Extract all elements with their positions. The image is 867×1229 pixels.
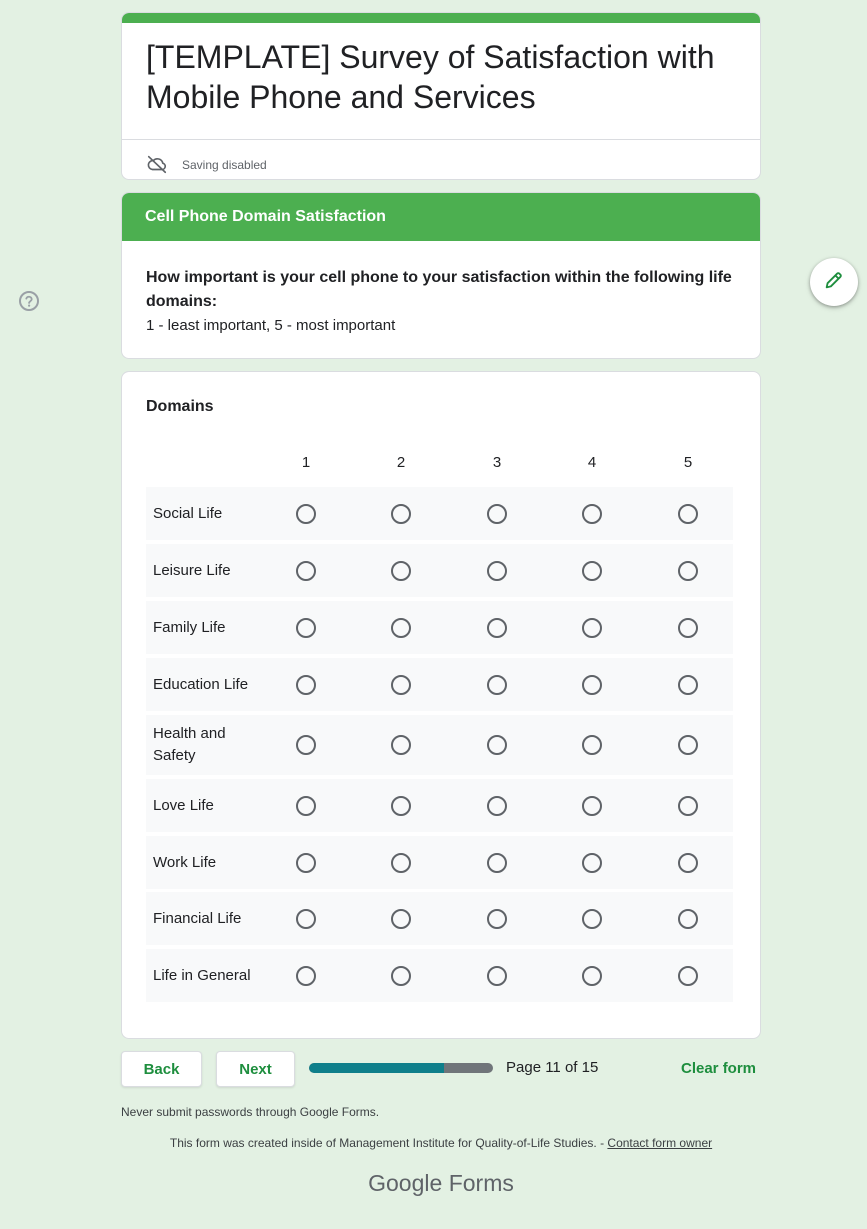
section-question: How important is your cell phone to your satisfaction within the following life domains: bbox=[146, 269, 732, 310]
radio-button[interactable] bbox=[582, 796, 602, 816]
grid-title: Domains bbox=[146, 398, 214, 415]
radio-button[interactable] bbox=[296, 966, 316, 986]
saving-status bbox=[122, 140, 760, 180]
grid-row bbox=[146, 658, 733, 711]
radio-button[interactable] bbox=[487, 504, 507, 524]
section-description bbox=[122, 241, 760, 338]
section-title: Cell Phone Domain Satisfaction bbox=[122, 193, 760, 241]
radio-button[interactable] bbox=[391, 618, 411, 638]
radio-button[interactable] bbox=[391, 675, 411, 695]
radio-button[interactable] bbox=[678, 618, 698, 638]
radio-button[interactable] bbox=[296, 561, 316, 581]
radio-button[interactable] bbox=[678, 796, 698, 816]
cloud-off-icon bbox=[146, 153, 182, 178]
progress-bar bbox=[309, 1063, 493, 1073]
row-label: Family Life bbox=[153, 618, 226, 636]
radio-button[interactable] bbox=[391, 735, 411, 755]
form-title: [TEMPLATE] Survey of Satisfaction with Mobile Phone and Services bbox=[146, 39, 715, 115]
grid-row bbox=[146, 601, 733, 654]
row-label: Social Life bbox=[153, 504, 223, 522]
scale-note: 1 - least important, 5 - most important bbox=[146, 317, 396, 334]
radio-button[interactable] bbox=[582, 853, 602, 873]
page-indicator: Page 11 of 15 bbox=[506, 1059, 599, 1076]
clear-form-button[interactable]: Clear form bbox=[681, 1060, 757, 1077]
radio-button[interactable] bbox=[582, 966, 602, 986]
column-header: 2 bbox=[396, 454, 406, 471]
row-label: Education Life bbox=[153, 675, 249, 693]
radio-button[interactable] bbox=[582, 504, 602, 524]
next-button[interactable]: Next bbox=[216, 1051, 295, 1087]
accent-bar bbox=[122, 13, 760, 23]
help-icon[interactable] bbox=[18, 290, 40, 317]
footer-note bbox=[0, 1136, 867, 1150]
pencil-icon bbox=[823, 269, 845, 296]
logo-google: Google bbox=[368, 1170, 443, 1196]
grid-question-card bbox=[121, 371, 761, 1039]
radio-button[interactable] bbox=[296, 675, 316, 695]
edit-button[interactable] bbox=[810, 258, 858, 306]
radio-button[interactable] bbox=[582, 909, 602, 929]
radio-button[interactable] bbox=[391, 909, 411, 929]
radio-button[interactable] bbox=[296, 909, 316, 929]
radio-button[interactable] bbox=[582, 618, 602, 638]
radio-button[interactable] bbox=[391, 504, 411, 524]
grid-row bbox=[146, 779, 733, 832]
radio-button[interactable] bbox=[391, 966, 411, 986]
section-card bbox=[121, 192, 761, 359]
radio-button[interactable] bbox=[678, 966, 698, 986]
radio-button[interactable] bbox=[391, 853, 411, 873]
radio-button[interactable] bbox=[296, 618, 316, 638]
radio-button[interactable] bbox=[487, 853, 507, 873]
radio-button[interactable] bbox=[582, 735, 602, 755]
password-warning: Never submit passwords through Google Forms. bbox=[121, 1105, 380, 1119]
row-label: Health and Safety bbox=[153, 725, 226, 764]
footer-text: This form was created inside of Management Institute for Quality-of-Life Studies. - bbox=[169, 1136, 608, 1150]
radio-button[interactable] bbox=[487, 618, 507, 638]
radio-button[interactable] bbox=[391, 561, 411, 581]
column-header: 5 bbox=[683, 454, 693, 471]
saving-status-text: Saving disabled bbox=[182, 158, 267, 172]
radio-button[interactable] bbox=[582, 561, 602, 581]
logo-forms: Forms bbox=[448, 1170, 514, 1196]
grid-row bbox=[146, 892, 733, 945]
radio-button[interactable] bbox=[678, 735, 698, 755]
radio-button[interactable] bbox=[678, 504, 698, 524]
column-header: 3 bbox=[492, 454, 502, 471]
grid-row bbox=[146, 715, 733, 775]
back-button[interactable]: Back bbox=[121, 1051, 202, 1087]
radio-button[interactable] bbox=[391, 796, 411, 816]
grid-row bbox=[146, 544, 733, 597]
form-header-card bbox=[121, 12, 761, 180]
radio-button[interactable] bbox=[487, 966, 507, 986]
contact-owner-link[interactable]: Contact form owner bbox=[607, 1136, 713, 1150]
grid-row bbox=[146, 487, 733, 540]
row-label: Work Life bbox=[153, 853, 217, 871]
radio-button[interactable] bbox=[296, 796, 316, 816]
radio-button[interactable] bbox=[296, 735, 316, 755]
radio-button[interactable] bbox=[296, 504, 316, 524]
radio-button[interactable] bbox=[487, 561, 507, 581]
grid-row bbox=[146, 836, 733, 889]
column-header: 4 bbox=[587, 454, 597, 471]
radio-button[interactable] bbox=[678, 675, 698, 695]
radio-button[interactable] bbox=[678, 909, 698, 929]
radio-button[interactable] bbox=[582, 675, 602, 695]
radio-button[interactable] bbox=[678, 853, 698, 873]
google-forms-logo[interactable] bbox=[0, 1170, 867, 1197]
progress-fill bbox=[309, 1063, 444, 1073]
row-label: Financial Life bbox=[153, 909, 242, 927]
radio-button[interactable] bbox=[487, 675, 507, 695]
row-label: Life in General bbox=[153, 966, 251, 984]
radio-button[interactable] bbox=[487, 796, 507, 816]
radio-button[interactable] bbox=[678, 561, 698, 581]
radio-button[interactable] bbox=[296, 853, 316, 873]
radio-button[interactable] bbox=[487, 909, 507, 929]
column-header: 1 bbox=[301, 454, 311, 471]
radio-button[interactable] bbox=[487, 735, 507, 755]
row-label: Leisure Life bbox=[153, 561, 231, 579]
row-label: Love Life bbox=[153, 796, 214, 814]
grid-row bbox=[146, 949, 733, 1002]
